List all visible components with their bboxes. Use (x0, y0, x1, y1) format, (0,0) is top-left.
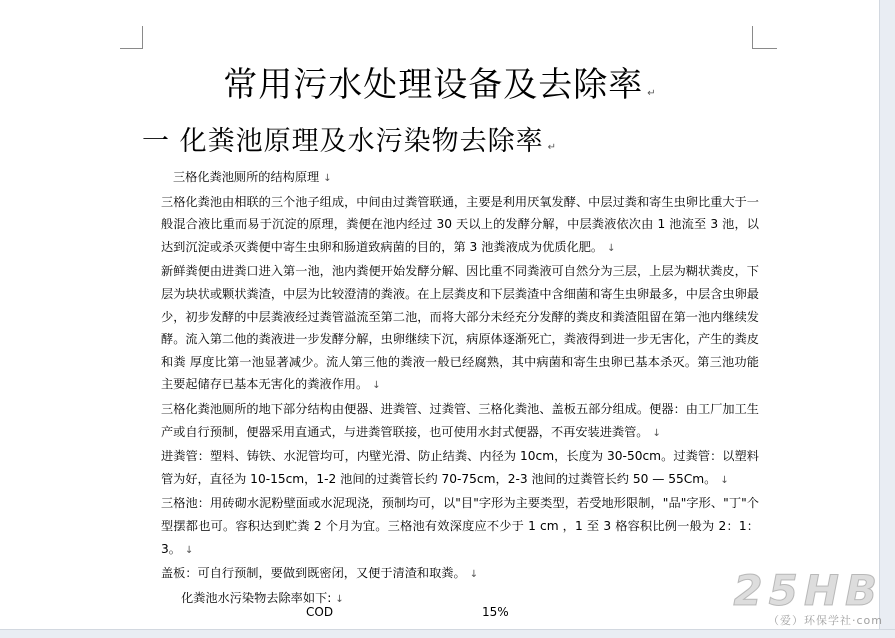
down-arrow-icon: ↓ (652, 427, 661, 439)
down-arrow-icon: ↓ (323, 173, 332, 184)
status-bar (0, 629, 895, 638)
paragraph: 三格化粪池厕所的地下部分结构由便器、进粪管、过粪管、三格化粪池、盖板五部分组成。便器：由工厂加工生产或自行预制，便器采用直通式，与进粪管联接，也可使用水封式便器，不再安装进粪管。 ↓ (161, 401, 759, 439)
vertical-scrollbar[interactable] (879, 0, 895, 638)
table-cell-rate: 15% (482, 605, 509, 619)
table-cell-pollutant: COD (306, 605, 334, 619)
down-arrow-icon: ↓ (372, 380, 381, 392)
watermark-logo-text: 25HB (733, 566, 883, 615)
crop-mark-top-left (120, 26, 143, 49)
paragraph: 化粪池水污染物去除率如下: ↓ (181, 590, 344, 605)
down-arrow-icon: ↓ (335, 593, 344, 605)
paragraph: 三格化粪池由相联的三个池子组成，中间由过粪管联通，主要是利用厌氧发酵、中层过粪和寄生虫卵比重大于一般混合液比重而易于沉淀的原理，粪便在池内经过 30 天以上的发酵分解，中层粪液依次由 1 池流至 3 池，以达到沉淀或杀灭粪便中寄生虫卵和肠道致病菌的目的，第 3 池粪液成为优质化肥。 ↓ (161, 194, 759, 254)
watermark-subtitle: （爱）环保学社·com (768, 614, 883, 627)
down-arrow-icon: ↓ (469, 569, 479, 581)
paragraph-mark-icon: ↵ (647, 88, 657, 99)
down-arrow-icon: ↓ (607, 242, 616, 254)
paragraph-mark-icon: ↵ (547, 142, 557, 153)
paragraph: 新鲜粪便由进粪口进入第一池，池内粪便开始发酵分解、因比重不同粪液可自然分为三层，上层为糊状粪皮，下层为块状或颗状粪渣，中层为比较澄清的粪液。在上层粪皮和下层粪渣中含细菌和寄生虫卵最多，中层含虫卵最少，初步发酵的中层粪液经过粪管溢流至第二池，而将大部分未经充分发酵的粪皮和粪渣阻留在第一池内继续发酵。流入第二他的粪液进一步发酵分解，虫卵继续下沉，病原体逐渐死亡，粪液得到进一步无害化，产生的粪皮和粪 厚度比第一池显著减少。流人第三他的粪液一般已经腐熟，其中病菌和寄生虫卵已基本杀灭。第三池功能主要起储存已基本无害化的粪液作用。 ↓ (161, 264, 759, 392)
paragraph: 三格池：用砖砌水泥粉壁面或水泥现浇，预制均可，以"目"字形为主要类型，若受地形限制，"品"字形、"丁"个型摆都也可。容积达到贮粪 2 个月为宜。三格池有效深度应不少于 1 cm ，1 至 3 格容积比例一般为 2：1：3。 ↓ (161, 496, 759, 556)
crop-mark-top-right (752, 26, 777, 49)
paragraph: 三格化粪池厕所的结构原理 ↓ (173, 170, 332, 184)
document-title: 常用污水处理设备及去除率 ↵ (223, 65, 657, 105)
paragraph: 进粪管：塑料、铸铁、水泥管均可，内壁光滑、防止结粪、内径为 10cm，长度为 30-50cm。过粪管：以塑料管为好，直径为 10-15cm，1-2 池间的过粪管长约 70-75cm，2-3 池间的过粪管长约 50 — 55Cm。 ↓ (161, 449, 759, 486)
heading-1: 一 化粪池原理及水污染物去除率 ↵ (142, 126, 557, 157)
document-body (161, 166, 759, 611)
down-arrow-icon: ↓ (184, 544, 194, 556)
paragraph: 盖板：可自行预制，要做到既密闭，又便于清渣和取粪。 ↓ (161, 566, 479, 581)
watermark-logo (714, 566, 889, 628)
down-arrow-icon: ↓ (720, 474, 729, 486)
